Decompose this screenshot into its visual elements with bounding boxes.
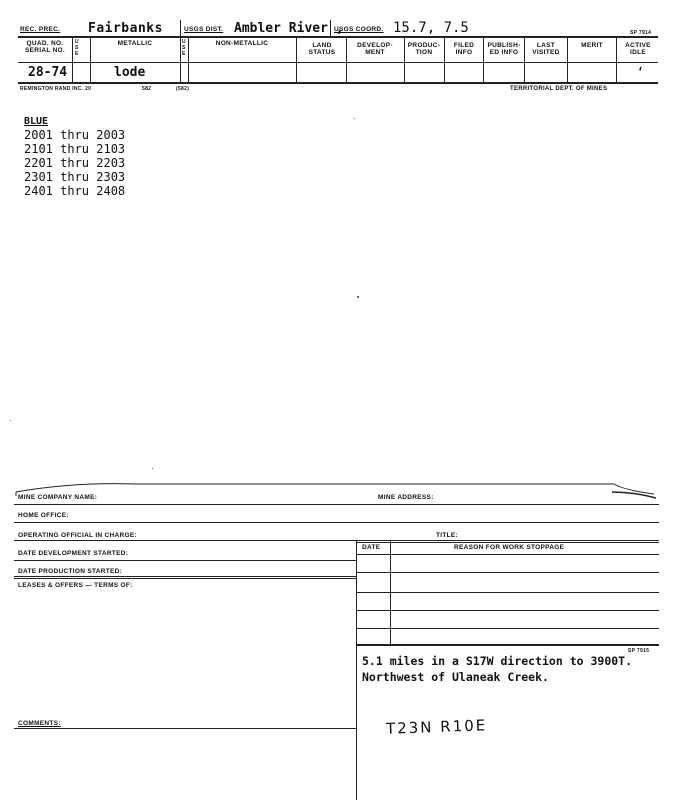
operating-official-label: OPERATING OFFICIAL IN CHARGE:	[18, 532, 137, 539]
rec-prec-label: REC. PREC.	[20, 26, 61, 33]
col-published-info: PUBLISH- ED INFO	[487, 42, 521, 56]
claim-line: 2001 thru 2003	[24, 128, 126, 142]
claim-line: 2201 thru 2203	[24, 156, 126, 170]
location-line-2: Northwest of Ulaneak Creek.	[362, 670, 549, 684]
col-land-status: LAND STATUS	[308, 42, 336, 56]
row-quad-serial: 28-74	[28, 65, 68, 80]
claim-line: 2301 thru 2303	[24, 170, 126, 184]
usgs-dist-label: USGS DIST.	[184, 26, 224, 33]
mine-address-label: MINE ADDRESS:	[378, 494, 434, 501]
date-production-label: DATE PRODUCTION STARTED:	[18, 568, 123, 575]
col-use-code-2: U S E	[182, 39, 186, 57]
claim-line: 2401 thru 2408	[24, 184, 126, 198]
claims-block	[24, 116, 125, 198]
comments-label: COMMENTS:	[18, 720, 61, 727]
col-development: DEVELOP- MENT	[357, 42, 393, 56]
col-production: PRODUC- TION	[407, 42, 441, 56]
row-active-mark: ‘	[638, 63, 644, 82]
reason-col-label: REASON FOR WORK STOPPAGE	[454, 544, 565, 551]
township-range-handwritten: T23N R10E	[385, 716, 488, 738]
printer-line: REMINGTON RAND INC. 20	[20, 86, 92, 92]
speck	[354, 118, 355, 119]
speck	[10, 420, 11, 421]
lower-card	[14, 478, 659, 803]
header-form-code: SP 7914	[630, 30, 652, 36]
header-card	[18, 20, 658, 84]
claims-title: BLUE	[24, 116, 49, 127]
usgs-coord-label: USGS COORD.	[334, 26, 384, 33]
col-filed-info: FILED INFO	[453, 42, 475, 56]
location-line-1: 5.1 miles in a S17W direction to 3900T.	[362, 654, 633, 668]
lower-form-code: SP 7915	[628, 648, 650, 654]
col-active-idle: ACTIVE IDLE	[625, 42, 651, 56]
printer-code: 582	[142, 86, 152, 92]
col-non-metallic: NON-METALLIC	[215, 40, 269, 47]
speck	[357, 296, 359, 298]
mine-company-name-label: MINE COMPANY NAME:	[18, 494, 98, 501]
col-quad-serial: QUAD. NO. SERIAL NO.	[24, 40, 66, 54]
claim-line: 2101 thru 2103	[24, 142, 126, 156]
usgs-dist-value: Ambler River ,	[234, 21, 344, 36]
rec-prec-value: Fairbanks	[88, 21, 163, 36]
col-last-visited: LAST VISITED	[532, 42, 560, 56]
department-label: TERRITORIAL DEPT. OF MINES	[510, 86, 608, 92]
printer-code-2: (582)	[176, 86, 190, 92]
col-merit: MERIT	[581, 42, 603, 49]
card-curl	[14, 478, 659, 502]
col-metallic: METALLIC	[117, 40, 153, 47]
date-col-label: DATE	[362, 544, 381, 551]
leases-label: LEASES & OFFERS — TERMS OF:	[18, 582, 133, 589]
speck	[152, 468, 153, 469]
home-office-label: HOME OFFICE:	[18, 512, 69, 519]
title-label: TITLE:	[436, 532, 459, 539]
row-metallic: lode	[114, 65, 146, 80]
date-development-label: DATE DEVELOPMENT STARTED:	[18, 550, 129, 557]
usgs-coord-value: 15.7, 7.5	[393, 20, 469, 36]
col-use-code: U S E	[75, 39, 79, 57]
